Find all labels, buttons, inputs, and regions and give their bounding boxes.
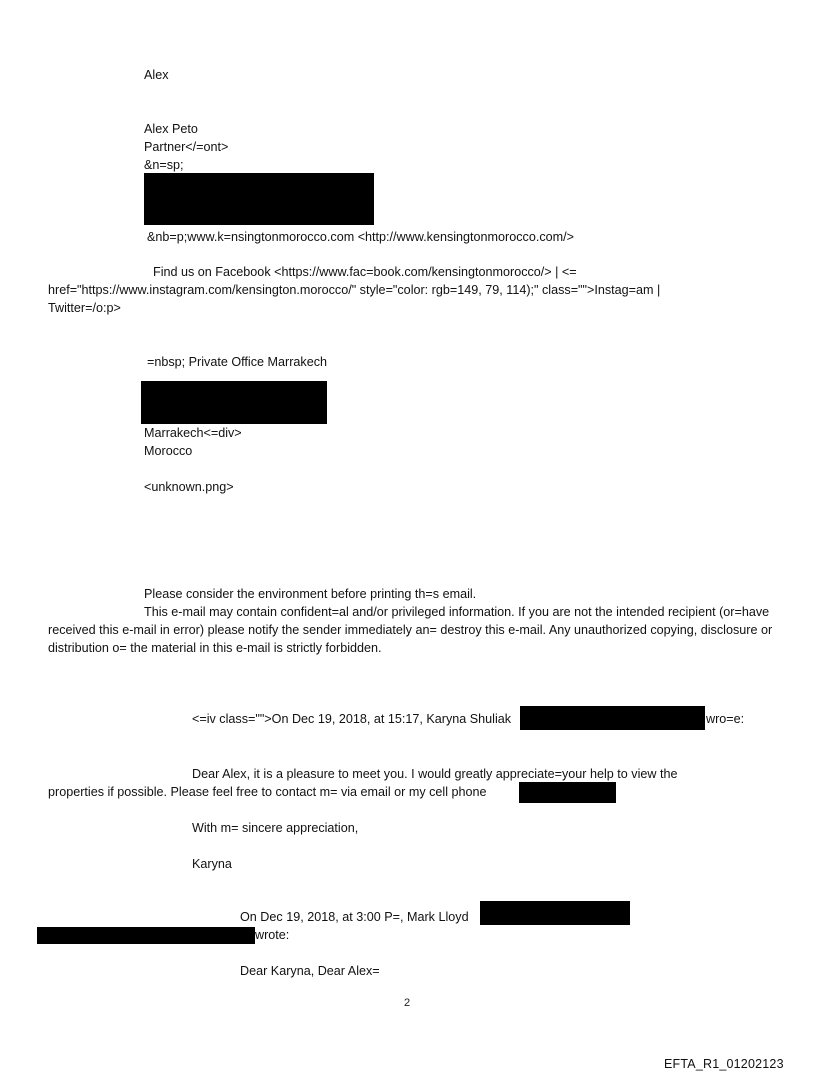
- signature-full-name: Alex Peto: [144, 122, 198, 136]
- signature-city-line: Marrakech<=div>: [144, 426, 242, 440]
- mark-reply-header-end: wrote:: [255, 928, 290, 942]
- karyna-body-line-2: properties if possible. Please feel free to contact m= via email or my cell phone: [48, 785, 487, 799]
- redaction-box-contact: [144, 173, 374, 225]
- redaction-box-phone: [519, 782, 616, 803]
- signature-country: Morocco: [144, 444, 193, 458]
- page-number: 2: [404, 997, 411, 1009]
- confidentiality-first: This e-mail may contain confident=al and/or privileged information. If you are not the intended recipient: [144, 605, 716, 619]
- environment-note: Please consider the environment before printing th=s email.: [144, 587, 477, 601]
- signature-first-name: Alex: [144, 68, 169, 82]
- signature-social-line-3: Twitter=/o:p>: [48, 301, 121, 315]
- redaction-box-recipient: [37, 927, 255, 944]
- signature-social-line: Find us on Facebook <https://www.fac=book.com/kensingtonmorocco/> | <=: [153, 265, 577, 279]
- redaction-box-mark-email: [480, 901, 630, 925]
- redaction-box-karyna-email: [520, 706, 705, 730]
- karyna-reply-header: <=iv class="">On Dec 19, 2018, at 15:17, Karyna Shuliak: [192, 712, 512, 726]
- signature-social-line-2: href="https://www.instagram.com/kensington.morocco/" style="color: rgb=149, 79, 114);" class="">Instag=am |: [48, 283, 661, 297]
- signature-title: Partner</=ont>: [144, 140, 229, 154]
- signature-nbsp-line: &n=sp;: [144, 158, 184, 172]
- confidentiality-rest: (or=have received this e-mail in error) please notify the sender immediately an= destroy this e-mail. Any unauthorized copying, disclosure or distribution o= the material in this e-mail is strictly forbidden.: [48, 605, 773, 655]
- karyna-body-line-1: Dear Alex, it is a pleasure to meet you. I would greatly appreciate=your help to view the: [192, 767, 678, 781]
- karyna-closing: With m= sincere appreciation,: [192, 821, 359, 835]
- signature-website-line: &nb=p;www.k=nsingtonmorocco.com <http://www.kensingtonmorocco.com/>: [147, 230, 574, 244]
- confidentiality-notice: [48, 603, 778, 657]
- image-placeholder: <unknown.png>: [144, 480, 234, 494]
- karyna-reply-header-end: wro=e:: [706, 712, 745, 726]
- karyna-name: Karyna: [192, 857, 232, 871]
- mark-greeting: Dear Karyna, Dear Alex=: [240, 964, 380, 978]
- signature-office-line: =nbsp; Private Office Marrakech: [147, 355, 328, 369]
- document-id: EFTA_R1_01202123: [664, 1057, 784, 1071]
- mark-reply-header: On Dec 19, 2018, at 3:00 P=, Mark Lloyd: [240, 910, 469, 924]
- redaction-box-address: [141, 381, 327, 424]
